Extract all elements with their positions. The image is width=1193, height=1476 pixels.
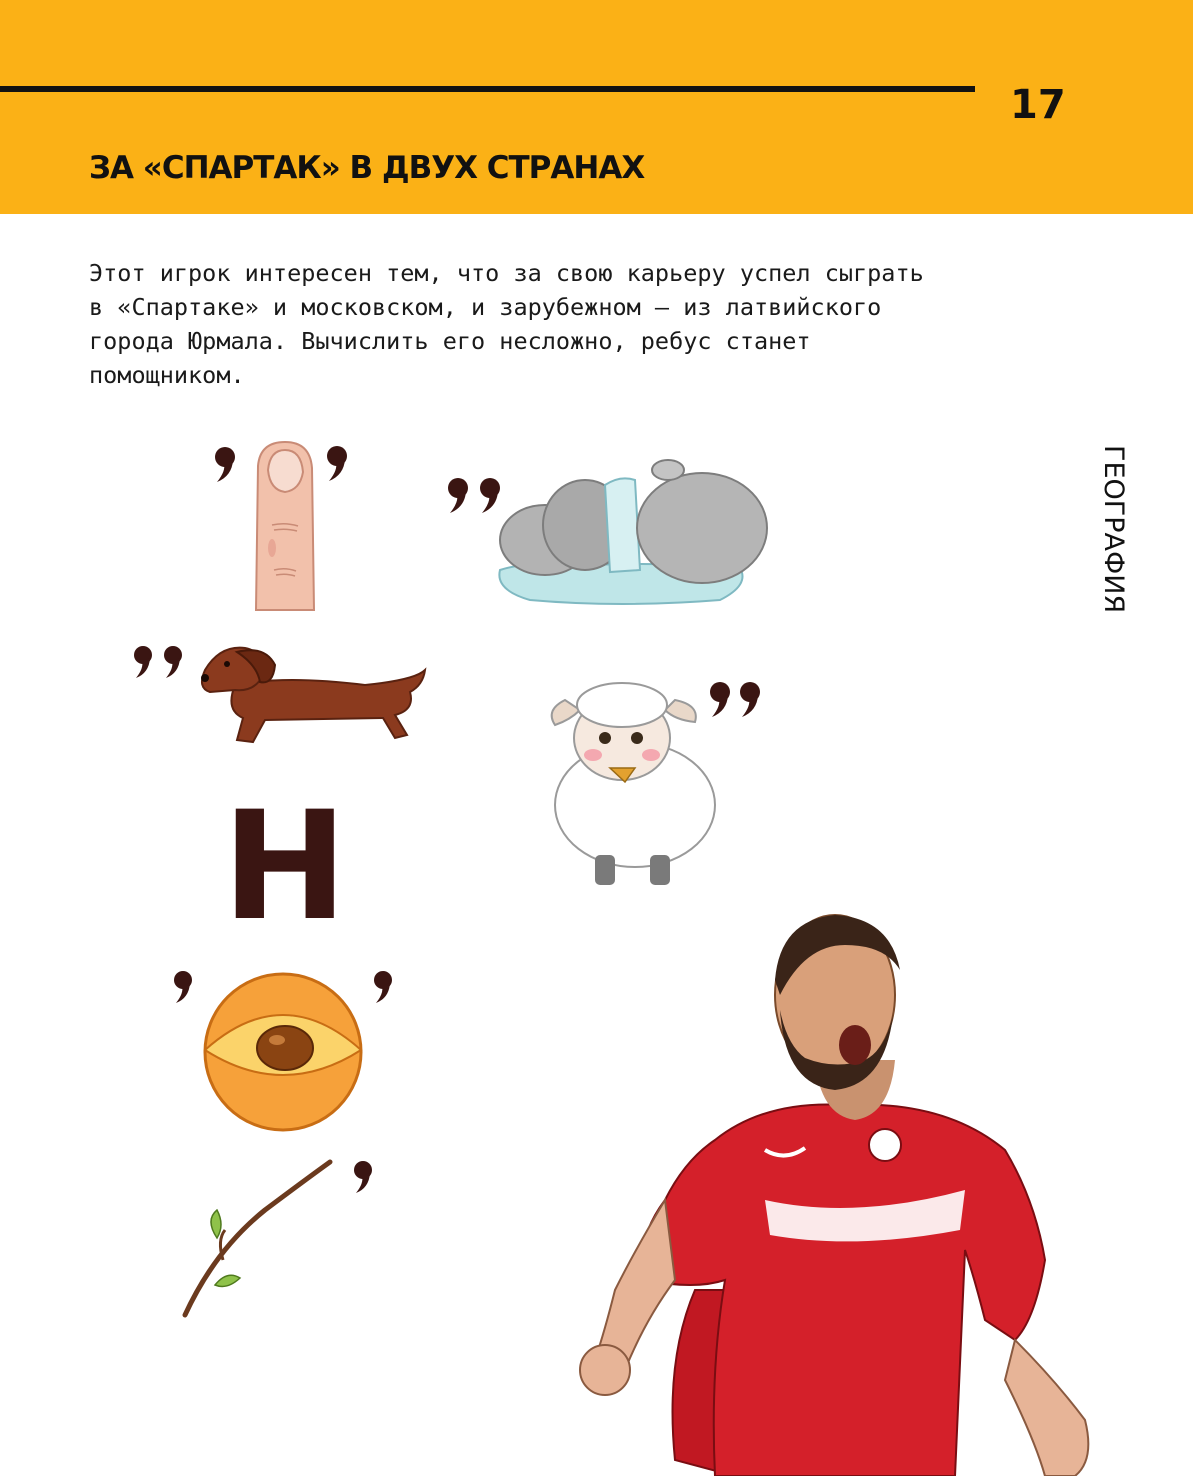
comma-mark-icon	[448, 478, 468, 513]
comma-mark-icon	[374, 971, 392, 1003]
rebus-letter-tile	[222, 780, 348, 954]
rebus-dachshund	[125, 630, 435, 755]
rebus-orange-eye	[165, 960, 405, 1135]
comma-mark-icon	[480, 478, 500, 513]
section-tab	[1098, 445, 1138, 635]
intro-paragraph	[89, 256, 929, 392]
intro-line: помощником.	[89, 361, 245, 389]
comma-mark-icon	[327, 446, 347, 481]
rebus-letter: Н	[222, 780, 348, 954]
section-label: ГЕОГРАФИЯ	[1098, 445, 1129, 614]
sheep-icon	[552, 683, 715, 885]
page-title: ЗА «СПАРТАК» В ДВУХ СТРАНАХ	[89, 150, 645, 186]
orange-eye-icon	[205, 974, 361, 1130]
comma-mark-icon	[740, 682, 760, 717]
rebus-finger	[200, 430, 360, 615]
page-number: 17	[1010, 82, 1066, 128]
comma-mark-icon	[215, 447, 235, 482]
rebus-sheep	[525, 660, 775, 900]
comma-mark-icon	[710, 682, 730, 717]
rebus-waterfall	[440, 450, 775, 615]
dachshund-icon	[201, 648, 425, 742]
header-rule	[0, 86, 975, 92]
comma-mark-icon	[174, 971, 192, 1003]
comma-mark-icon	[134, 646, 152, 678]
comma-mark-icon	[354, 1161, 372, 1193]
comma-mark-icon	[164, 646, 182, 678]
twig-icon	[185, 1162, 330, 1315]
waterfall-rocks-icon	[499, 460, 767, 604]
footballer-illustration	[565, 900, 1125, 1476]
intro-line: города Юрмала. Вычислить его несложно, ребус станет	[89, 327, 811, 355]
intro-line: в «Спартаке» и московском, и зарубежном – из латвийского	[89, 293, 882, 321]
finger-icon	[256, 442, 314, 610]
intro-line: Этот игрок интересен тем, что за свою карьеру успел сыграть	[89, 259, 924, 287]
rebus-twig	[165, 1150, 395, 1325]
